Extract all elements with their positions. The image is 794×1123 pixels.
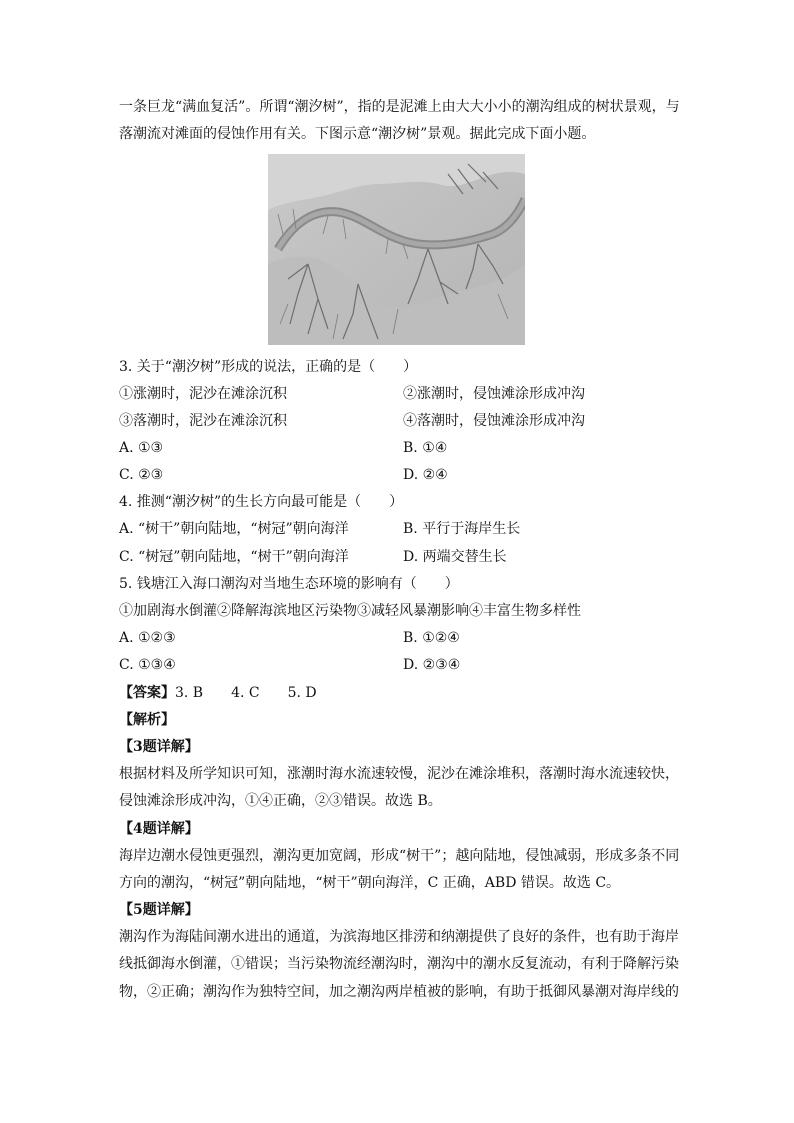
q3-option-a: A. ①③ — [119, 440, 164, 456]
q4-option-c: C. “树冠”朝向陆地，“树干”朝向海洋 — [119, 549, 349, 565]
detail-5-line-2: 线抵御海水倒灌，①错误；当污染物流经潮沟时，潮沟中的潮水反复流动，有利于降解污染 — [119, 956, 679, 972]
q3-statement-1: ①涨潮时，泥沙在滩涂沉积 — [119, 386, 287, 402]
q5-option-c: C. ①③④ — [119, 657, 176, 673]
q3-statement-3: ③落潮时，泥沙在滩涂沉积 — [119, 413, 287, 429]
tidal-tree-photo — [268, 154, 525, 345]
analysis-label: 【解析】 — [119, 712, 175, 728]
q3-statement-2: ②涨潮时，侵蚀滩涂形成冲沟 — [403, 386, 585, 402]
detail-3-line-2: 侵蚀滩涂形成冲沟，①④正确，②③错误。故选 B。 — [119, 793, 442, 809]
detail-5-line-3: 物，②正确；潮沟作为独特空间，加之潮沟两岸植被的影响，有助于抵御风暴潮对海岸线的 — [119, 984, 679, 1000]
q3-stem: 3. 关于“潮汐树”形成的说法，正确的是（ ） — [119, 359, 418, 375]
q5-option-d: D. ②③④ — [403, 657, 461, 673]
q3-option-c: C. ②③ — [119, 467, 164, 483]
q4-option-a: A. “树干”朝向陆地，“树冠”朝向海洋 — [119, 521, 349, 537]
q5-option-b: B. ①②④ — [403, 630, 460, 646]
intro-line-2: 落潮流对滩面的侵蚀作用有关。下图示意“潮汐树”景观。据此完成下面小题。 — [119, 126, 596, 142]
q4-stem: 4. 推测“潮汐树”的生长方向最可能是（ ） — [119, 494, 404, 510]
q5-option-a: A. ①②③ — [119, 630, 176, 646]
q3-option-d: D. ②④ — [403, 467, 448, 483]
detail-4-line-2: 方向的潮沟，“树冠”朝向陆地，“树干”朝向海洋，C 正确，ABD 错误。故选 C。 — [119, 875, 621, 891]
q3-statement-4: ④落潮时，侵蚀滩涂形成冲沟 — [403, 413, 585, 429]
answer-row — [119, 683, 317, 703]
detail-4-label: 【4题详解】 — [119, 821, 199, 837]
q5-statements: ①加剧海水倒灌②降解海滨地区污染物③减轻风暴潮影响④丰富生物多样性 — [119, 603, 581, 619]
q5-stem: 5. 钱塘江入海口潮沟对当地生态环境的影响有（ ） — [119, 576, 459, 592]
intro-line-1: 一条巨龙“满血复活”。所谓“潮汐树”，指的是泥滩上由大大小小的潮沟组成的树状景观，与 — [119, 99, 680, 115]
detail-5-line-1: 潮沟作为海陆间潮水进出的通道，为滨海地区排涝和纳潮提供了良好的条件，也有助于海岸 — [119, 929, 679, 945]
detail-3-line-1: 根据材料及所学知识可知，涨潮时海水流速较慢，泥沙在滩涂堆积，落潮时海水流速较快， — [119, 766, 679, 782]
q4-option-b: B. 平行于海岸生长 — [403, 521, 521, 537]
q4-option-d: D. 两端交替生长 — [403, 549, 507, 565]
detail-5-label: 【5题详解】 — [119, 902, 199, 918]
q3-option-b: B. ①④ — [403, 440, 448, 456]
answer-label: 【答案】 — [119, 685, 175, 701]
answer-values: 3. B 4. C 5. D — [175, 685, 317, 701]
detail-3-label: 【3题详解】 — [119, 739, 199, 755]
detail-4-line-1: 海岸边潮水侵蚀更强烈，潮沟更加宽阔，形成“树干”；越向陆地，侵蚀减弱，形成多条不同 — [119, 848, 680, 864]
